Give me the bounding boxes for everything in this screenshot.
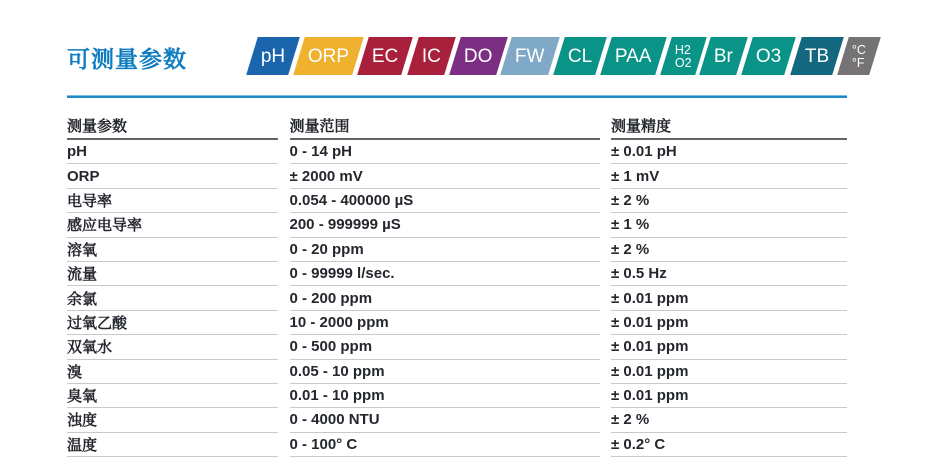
parameter-tag-do xyxy=(449,37,507,75)
accuracy-cell: ± 0.01 pH xyxy=(611,140,847,164)
measuring-range-cell: 200 - 999999 µS xyxy=(290,213,600,237)
accuracy-cell: ± 2 % xyxy=(611,189,847,213)
parameter-tag-orp xyxy=(293,37,364,75)
table-row xyxy=(67,140,847,164)
parameter-tag-label: CL xyxy=(567,45,593,67)
table-row xyxy=(67,311,847,335)
parameter-tag-fw xyxy=(500,37,559,75)
parameter-name-cell: 过氧乙酸 xyxy=(67,311,278,335)
parameter-tag-label: pH xyxy=(260,45,286,67)
parameter-name-cell: 溶氧 xyxy=(67,238,278,262)
parameter-tag-br xyxy=(700,37,749,75)
parameter-tag-label: Br xyxy=(714,45,734,67)
parameter-tag-ec xyxy=(357,37,413,75)
accuracy-cell: ± 0.2° C xyxy=(611,433,847,457)
parameter-name-cell: 温度 xyxy=(67,433,278,457)
parameter-tag-temp-unit xyxy=(837,37,881,75)
table-row xyxy=(67,408,847,432)
table-row xyxy=(67,213,847,237)
measuring-range-cell: 0.05 - 10 ppm xyxy=(290,360,600,384)
accuracy-cell: ± 2 % xyxy=(611,238,847,262)
parameter-tag-label: IC xyxy=(421,45,441,67)
parameter-tag-label: °C °F xyxy=(851,42,866,69)
header-accuracy: 测量精度 xyxy=(611,112,847,140)
header-range: 测量范围 xyxy=(290,112,600,140)
parameter-tag-paa xyxy=(600,37,666,75)
table-row xyxy=(67,384,847,408)
accuracy-cell: ± 0.5 Hz xyxy=(611,262,847,286)
measuring-range-cell: 0 - 14 pH xyxy=(290,140,600,164)
accuracy-cell: ± 0.01 ppm xyxy=(611,335,847,359)
parameter-name-cell: 浊度 xyxy=(67,408,278,432)
page-title: 可测量参数 xyxy=(67,46,187,72)
parameter-tag-label: EC xyxy=(372,45,399,67)
table-row xyxy=(67,360,847,384)
measuring-range-cell: 0 - 4000 NTU xyxy=(290,408,600,432)
accuracy-cell: ± 2 % xyxy=(611,408,847,432)
measuring-range-cell: 0 - 500 ppm xyxy=(290,335,600,359)
parameter-tag-label: H2 O2 xyxy=(674,42,692,69)
parameter-tag-label: DO xyxy=(463,45,493,67)
parameter-name-cell: ORP xyxy=(67,164,278,188)
parameter-name-cell: 电导率 xyxy=(67,189,278,213)
table-row xyxy=(67,335,847,359)
parameter-tag-label: FW xyxy=(515,45,545,67)
parameter-tag-h2o2 xyxy=(660,37,706,75)
parameter-tag-ph xyxy=(246,37,300,75)
parameter-tag-label: TB xyxy=(804,45,829,67)
parameter-tag-cl xyxy=(553,37,607,75)
accuracy-cell: ± 0.01 ppm xyxy=(611,311,847,335)
parameter-tag-o3 xyxy=(742,37,797,75)
table-row xyxy=(67,189,847,213)
header-parameter: 测量参数 xyxy=(67,112,278,140)
parameter-tag-label: O3 xyxy=(756,45,782,67)
measuring-range-cell: ± 2000 mV xyxy=(290,164,600,188)
parameter-name-cell: 流量 xyxy=(67,262,278,286)
table-row xyxy=(67,262,847,286)
spec-table-body xyxy=(67,140,847,457)
parameter-tag-label: PAA xyxy=(615,45,652,67)
table-row xyxy=(67,238,847,262)
parameter-tag-tb xyxy=(790,37,844,75)
title-divider xyxy=(67,95,847,98)
parameter-name-cell: 双氧水 xyxy=(67,335,278,359)
measuring-range-cell: 0 - 100° C xyxy=(290,433,600,457)
parameter-name-cell: 余氯 xyxy=(67,286,278,310)
table-row xyxy=(67,164,847,188)
measuring-range-cell: 0.054 - 400000 µS xyxy=(290,189,600,213)
parameter-name-cell: 感应电导率 xyxy=(67,213,278,237)
spec-table-header-row xyxy=(67,112,847,140)
measuring-range-cell: 0 - 200 ppm xyxy=(290,286,600,310)
parameter-tag-ic xyxy=(407,37,456,75)
parameter-banner xyxy=(252,37,875,75)
measuring-range-cell: 0.01 - 10 ppm xyxy=(290,384,600,408)
accuracy-cell: ± 1 mV xyxy=(611,164,847,188)
accuracy-cell: ± 1 % xyxy=(611,213,847,237)
accuracy-cell: ± 0.01 ppm xyxy=(611,384,847,408)
parameter-tag-label: ORP xyxy=(308,45,350,67)
measuring-range-cell: 0 - 20 ppm xyxy=(290,238,600,262)
measuring-range-cell: 0 - 99999 l/sec. xyxy=(290,262,600,286)
table-row xyxy=(67,433,847,457)
parameter-name-cell: 溴 xyxy=(67,360,278,384)
accuracy-cell: ± 0.01 ppm xyxy=(611,286,847,310)
measuring-range-cell: 10 - 2000 ppm xyxy=(290,311,600,335)
parameter-name-cell: 臭氧 xyxy=(67,384,278,408)
table-row xyxy=(67,286,847,310)
parameter-name-cell: pH xyxy=(67,140,278,164)
spec-table xyxy=(67,112,847,457)
accuracy-cell: ± 0.01 ppm xyxy=(611,360,847,384)
